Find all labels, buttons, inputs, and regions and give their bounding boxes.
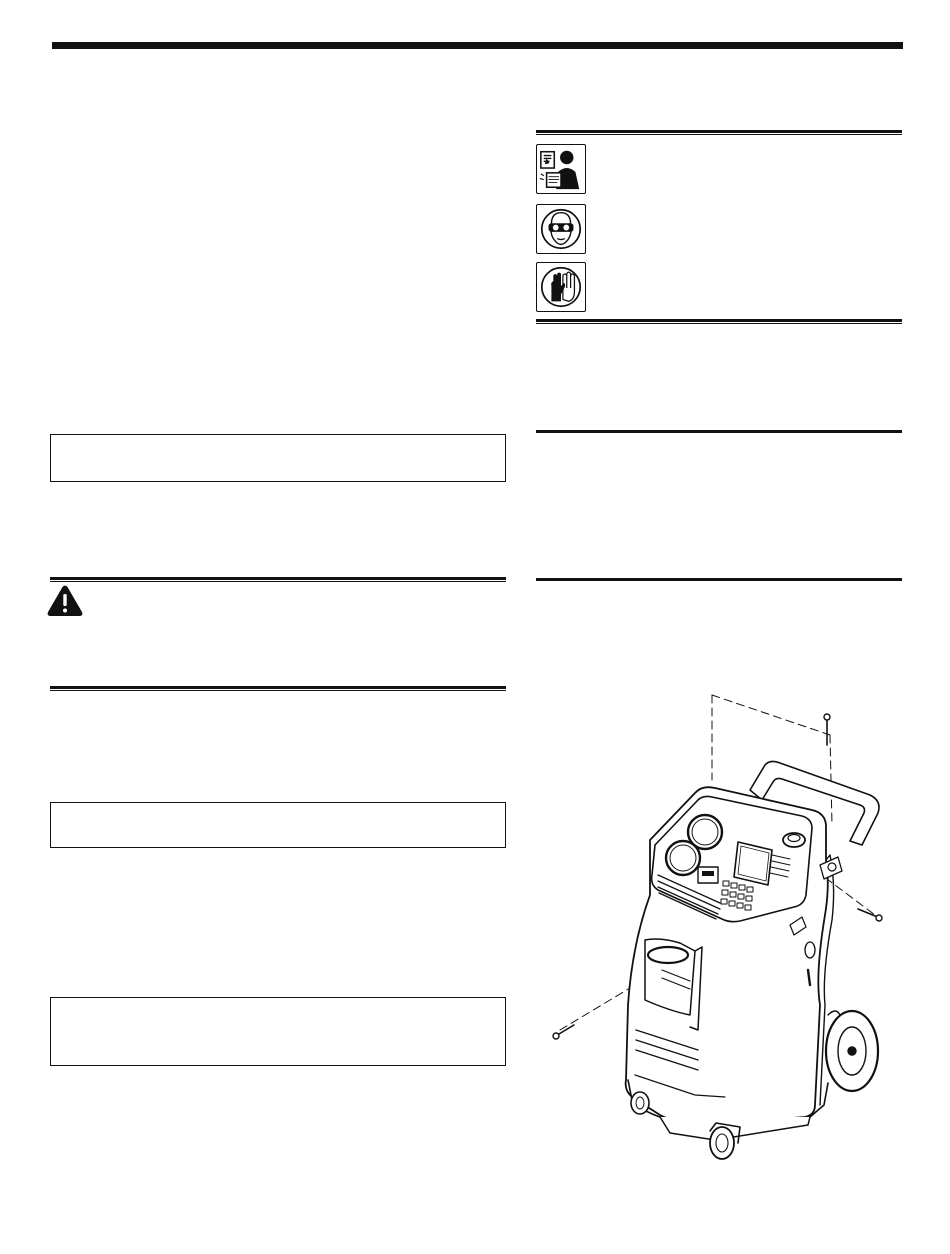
note-box-1 bbox=[50, 434, 506, 482]
ac-service-machine-illustration bbox=[540, 685, 900, 1170]
section-rule-1 bbox=[536, 430, 902, 433]
note-box-3 bbox=[50, 997, 506, 1066]
protective-gloves-icon bbox=[536, 262, 586, 312]
header-bar bbox=[52, 42, 903, 49]
warning-bottom-rule bbox=[50, 686, 506, 691]
ppe-bottom-rule bbox=[536, 319, 902, 324]
safety-goggles-icon bbox=[536, 204, 586, 254]
warning-top-rule bbox=[50, 577, 506, 582]
read-manual-icon bbox=[536, 144, 586, 194]
ppe-top-rule bbox=[536, 130, 902, 135]
section-rule-2 bbox=[536, 578, 902, 581]
warning-triangle-icon bbox=[46, 584, 84, 618]
note-box-2 bbox=[50, 802, 506, 848]
